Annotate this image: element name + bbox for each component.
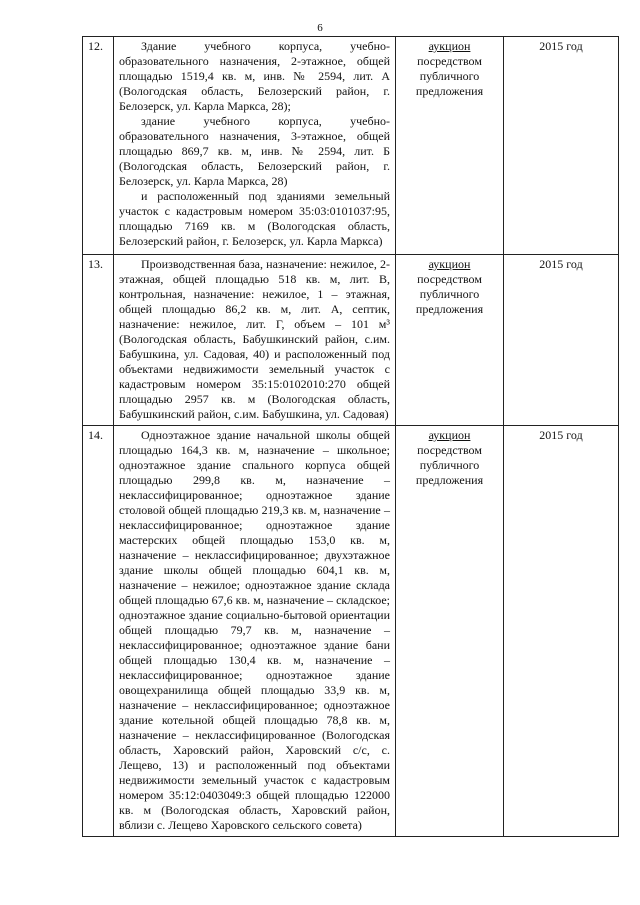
sale-method-type: аукцион: [428, 428, 471, 442]
property-description: [114, 426, 396, 837]
sale-method-line: публичного: [419, 69, 480, 83]
row-number: 13.: [83, 255, 114, 426]
sale-method-line: публичного: [419, 458, 480, 472]
sale-term: 2015 год: [504, 37, 619, 255]
sale-method-line: предложения: [415, 84, 484, 98]
row-number: 14.: [83, 426, 114, 837]
page-number: 6: [317, 22, 323, 34]
table-row: [83, 426, 619, 837]
table-row: [83, 37, 619, 255]
property-description: [114, 255, 396, 426]
description-paragraph: Производственная база, назначение: нежилое, 2-этажная, общей площадью 518 кв. м, лит. В, контрольная, назначение: нежилое, 1 – этажная, общей площадью 86,2 кв. м, лит. А, септик, назначение: нежилое, лит. Г, объем – 101 м³ (Вологодская область, Бабушкинский район, с.им. Бабушкина, ул. Садовая, 40) и расположенный под объектами недвижимости земельный участок с кадастровым номером 35:15:0102010:270 общей площадью 2957 кв. м (Вологодская область, Бабушкинский район, с.им. Бабушкина, ул. Садовая): [119, 257, 390, 421]
sale-method: [396, 255, 504, 426]
description-paragraph: Одноэтажное здание начальной школы общей площадью 164,3 кв. м, назначение – школьное; одноэтажное здание спального корпуса общей площадью 299,8 кв. м, назначение – неклассифицированное; одноэтажное здание столовой общей площадью 219,3 кв. м, назначение – неклассифицированное; одноэтажное здание мастерских общей площадью 153,0 кв. м, назначение – неклассифицированное; двухэтажное здание школы общей площадью 604,1 кв. м, назначение – нежилое; одноэтажное здание склада общей площадью 67,6 кв. м, назначение – складское; одноэтажное здание социально-бытовой ориентации общей площадью 79,7 кв. м, назначение – неклассифицированное; одноэтажное здание бани общей площадью 130,4 кв. м, назначение – неклассифицированное; одноэтажное здание овощехранилища общей площадью 33,9 кв. м, назначение – неклассифицированное; одноэтажное здание котельной общей площадью 78,8 кв. м, назначение – неклассифицированное (Вологодская область, Харовский район, Харовский с/с, с. Лещево, 13) и расположенный под объектами недвижимости земельный участок с кадастровым номером 35:12:0403049:3 общей площадью 122000 кв. м (Вологодская область, Харовский район, вблизи с. Лещево Харовского сельского совета): [119, 428, 390, 832]
description-paragraph: здание учебного корпуса, учебно-образовательного назначения, 3-этажное, общей площадью 869,7 кв. м, инв. № 2594, лит. Б (Вологодская область, Белозерский район, г. Белозерск, ул. Карла Маркса, 28): [119, 114, 390, 188]
sale-method-type: аукцион: [428, 257, 471, 271]
privatization-table: [82, 36, 619, 837]
sale-method-line: публичного: [419, 287, 480, 301]
table-row: [83, 255, 619, 426]
sale-method: [396, 37, 504, 255]
sale-method-type: аукцион: [428, 39, 471, 53]
sale-method: [396, 426, 504, 837]
description-paragraph: и расположенный под зданиями земельный участок с кадастровым номером 35:03:0101037:95, площадью 7169 кв. м (Вологодская область, Белозерский район, г. Белозерск, ул. Карла Маркса): [119, 189, 390, 248]
sale-term: 2015 год: [504, 426, 619, 837]
description-paragraph: Здание учебного корпуса, учебно-образовательного назначения, 2-этажное, общей площадью 1519,4 кв. м, инв. № 2594, лит. А (Вологодская область, Белозерский район, г. Белозерск, ул. Карла Маркса, 28);: [119, 39, 390, 113]
sale-method-line: посредством: [417, 443, 482, 457]
sale-method-line: посредством: [417, 54, 482, 68]
sale-term: 2015 год: [504, 255, 619, 426]
sale-method-line: предложения: [415, 473, 484, 487]
row-number: 12.: [83, 37, 114, 255]
sale-method-line: посредством: [417, 272, 482, 286]
property-description: [114, 37, 396, 255]
sale-method-line: предложения: [415, 302, 484, 316]
